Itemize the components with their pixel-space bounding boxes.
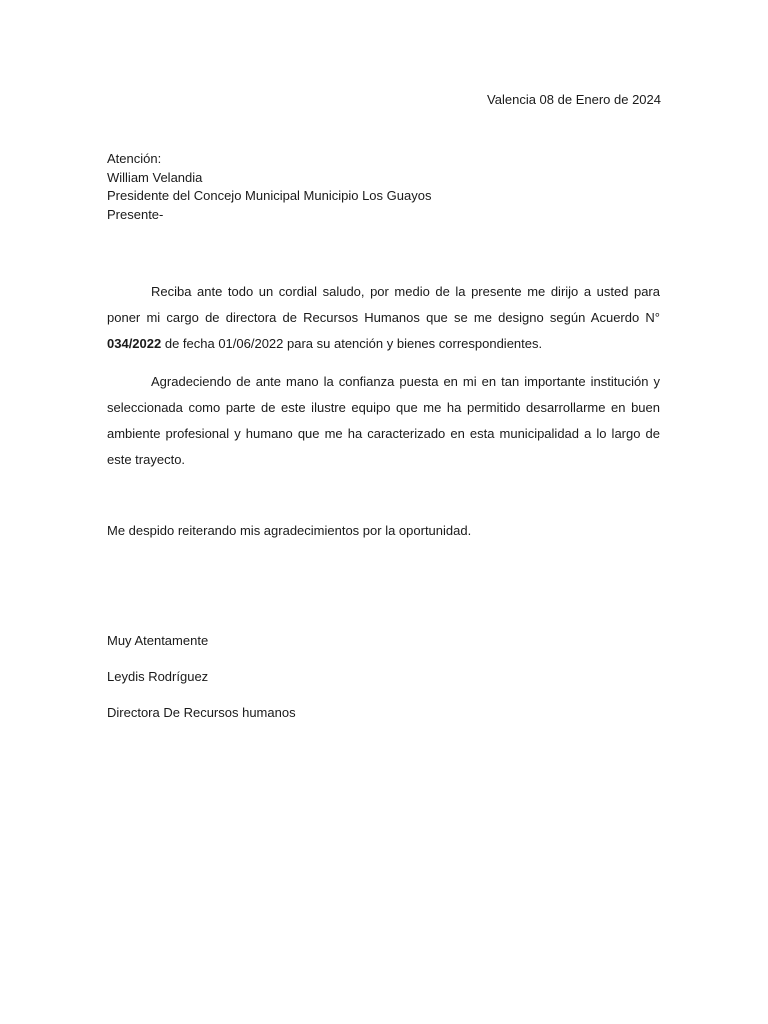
recipient-name: William Velandia bbox=[107, 169, 203, 185]
paragraph-request bbox=[107, 279, 660, 357]
recipient-title: Presidente del Concejo Municipal Municipio Los Guayos bbox=[107, 188, 432, 203]
letter-date: Valencia 08 de Enero de 2024 bbox=[487, 92, 661, 107]
signer-name: Leydis Rodríguez bbox=[107, 669, 209, 684]
recipient-present: Presente- bbox=[107, 206, 164, 222]
attention-label: Atención: bbox=[107, 151, 162, 166]
paragraph-gratitude-text: Agradeciendo de ante mano la confianza puesta en mi en tan importante institución y seleccionada como parte de este ilustre equipo que me ha permitido desarrollarme en buen ambiente profesional y humano que me ha caracterizado en esta municipalidad a lo largo de este trayecto. bbox=[107, 374, 660, 467]
paragraph-request-text-start: Reciba ante todo un cordial saludo, por medio de la presente me dirijo a usted para poner mi cargo de directora de Recursos Humanos que se me designo según Acuerdo N° bbox=[107, 284, 660, 325]
paragraph-gratitude bbox=[107, 369, 660, 473]
paragraph-request-text-end: de fecha 01/06/2022 para su atención y bienes correspondientes. bbox=[161, 336, 543, 351]
signer-title: Directora De Recursos humanos bbox=[107, 705, 296, 720]
agreement-number: 034/2022 bbox=[107, 336, 162, 351]
farewell-line: Me despido reiterando mis agradecimientos por la oportunidad. bbox=[107, 523, 472, 538]
recipient-block bbox=[107, 150, 431, 224]
closing-line: Muy Atentamente bbox=[107, 633, 209, 648]
